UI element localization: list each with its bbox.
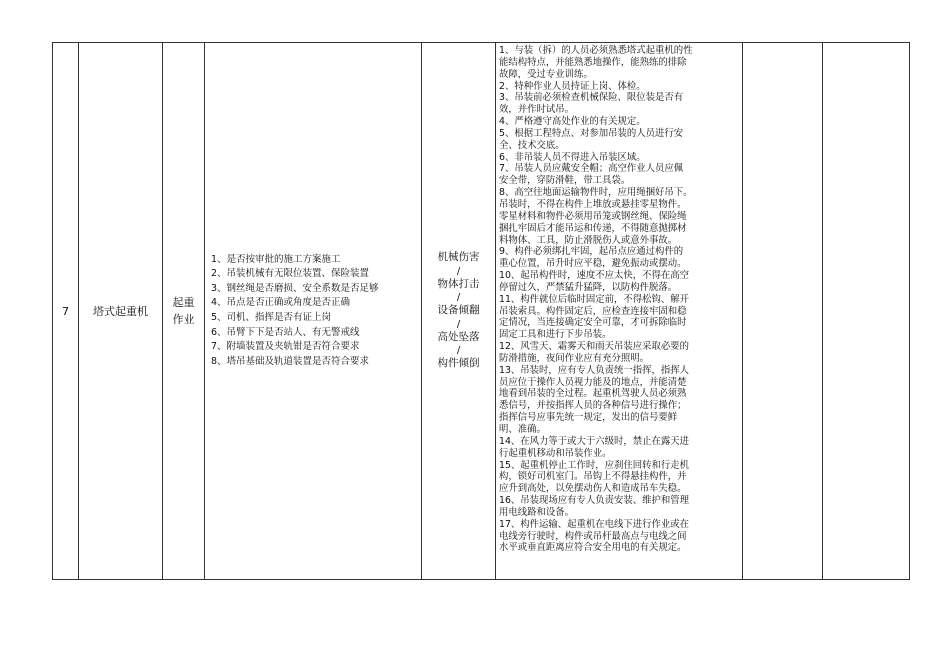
measure-line: 5、根据工程特点、对参加吊装的人员进行安: [499, 127, 684, 139]
hazard-item: 6、吊臂下下是否站人、有无警戒线: [211, 326, 360, 338]
risk-separator: /: [456, 345, 461, 357]
measure-line: 定情况，当连接确定安全可靠，才可拆除临时: [499, 317, 687, 329]
measure-line: 行起重机移动和吊装作业。: [499, 447, 612, 459]
risk-item: 构件倾倒: [437, 357, 480, 370]
work-type: [163, 43, 205, 580]
measure-line: 停留过久，严禁猛升猛降，以防构件脱落。: [499, 281, 678, 293]
risk-item: 设备倾翻: [437, 304, 480, 317]
measure-line: 明、准确。: [499, 424, 546, 435]
work-type-line-1: 起重: [172, 296, 195, 309]
measure-line: 12、风雪天、霜雾天和雨天吊装应采取必要的: [499, 341, 690, 353]
risk-separator: /: [456, 265, 461, 277]
measure-line: 地看到吊装的全过程。起重机驾驶人员必须熟: [499, 388, 687, 400]
measure-line: 指挥信号应事先统一规定，发出的信号要鲜: [499, 412, 678, 424]
hazard-item: 3、钢丝绳是否磨损、安全系数是否足够: [211, 282, 379, 294]
measure-line: 9、构件必须绑扎牢固，起吊点应通过构件的: [499, 246, 684, 258]
measure-line: 用电线路和设备。: [499, 506, 575, 518]
row-number: 7: [53, 43, 79, 580]
measure-line: 防滑措施，夜间作业应有充分照明。: [499, 352, 650, 364]
measure-line: 安全带，穿防滑鞋，带工具袋。: [499, 175, 631, 187]
measure-line: 1、与装（拆）的人员必须熟悉塔式起重机的性: [499, 45, 693, 56]
measure-line: 17、构件运输、起重机在电线下进行作业或在: [499, 518, 690, 530]
measure-line: 悉信号，并按指挥人员的各种信号进行操作；: [499, 400, 687, 412]
measure-line: 14、在风力等于或大于六级时，禁止在露天进: [499, 435, 690, 447]
measure-line: 8、高空往地面运输物件时，应用绳捆好吊下。: [499, 187, 693, 199]
risk-table-wrapper: [52, 42, 909, 580]
risk-item: 机械伤害: [437, 251, 480, 264]
risk-separator: /: [456, 318, 461, 330]
measure-line: 零星材料和物件必须用吊笼或钢丝绳、保险绳: [499, 210, 687, 222]
measure-line: 料物体、工具，防止滑脱伤人或意外事故。: [499, 234, 678, 246]
measure-line: 员应位于操作人员视力能及的地点，并能清楚: [499, 376, 687, 388]
measure-line: 故障，受过专业训练。: [499, 68, 593, 80]
measure-line: 水平或垂直距离应符合安全用电的有关规定。: [499, 542, 687, 554]
measure-line: 能结构特点，并能熟悉地操作，能熟练的排除: [499, 56, 687, 68]
risk-item: 物体打击: [437, 277, 480, 290]
measure-line: 应升到高处，以免摆动伤人和造成吊车失稳。: [499, 483, 687, 495]
hazard-item: 1、是否按审批的施工方案施工: [211, 253, 341, 265]
risk-assessment-table: [52, 42, 910, 580]
measure-line: 重心位置，吊升时应平稳，避免振动或摆动。: [499, 258, 687, 270]
empty-cell-responsible: [743, 43, 823, 580]
risk-types: [422, 43, 496, 580]
measure-line: 11、构件就位后临时固定前，不得松钩、解开: [499, 293, 690, 305]
risk-separator: /: [456, 292, 461, 304]
measure-line: 吊装时，不得在构件上堆放或悬挂零星物件。: [499, 198, 687, 210]
measure-line: 构，锁好司机室门。吊钩上不得悬挂构件，并: [499, 471, 687, 483]
measure-line: 捆扎牢固后才能吊运和传递，不得随意抛掷材: [499, 222, 687, 234]
measure-line: 13、吊装时，应有专人负责统一指挥，指挥人: [499, 364, 690, 376]
hazard-item: 8、塔吊基础及轨道装置是否符合要求: [211, 355, 370, 367]
measure-line: 吊装索具。构件固定后，应检查连接牢固和稳: [499, 305, 687, 317]
measure-line: 4、严格遵守高处作业的有关规定。: [499, 116, 646, 128]
hazard-item: 7、附墙装置及夹轨钳是否符合要求: [211, 341, 360, 353]
control-measures: [496, 43, 743, 580]
empty-cell-remarks: [823, 43, 910, 580]
measure-line: 全、技术交底。: [499, 139, 565, 151]
measure-line: 7、吊装人员应戴安全帽；高空作业人员应佩: [499, 163, 684, 175]
hazard-item: 5、司机、指挥是否有证上岗: [211, 312, 332, 323]
measure-line: 15、起重机停止工作时，应刹住回转和行走机: [499, 459, 690, 471]
equipment-name: 塔式起重机: [79, 43, 163, 580]
hazard-item: 4、吊点是否正确或角度是否正确: [211, 297, 351, 309]
measure-line: 效，并作时试吊。: [499, 104, 575, 116]
hazard-list: [205, 43, 422, 580]
work-type-line-2: 作业: [172, 313, 195, 326]
measure-line: 16、吊装现场应有专人负责安装、维护和管理: [499, 495, 690, 507]
hazard-item: 2、吊装机械有无限位装置、保险装置: [211, 268, 370, 280]
table-row: [53, 43, 910, 580]
measure-line: 3、吊装前必须检查机械保险、限位装是否有: [499, 92, 684, 104]
measure-line: 6、非吊装人员不得进入吊装区域。: [499, 151, 646, 163]
measure-line: 2、特种作业人员持证上岗、体检。: [499, 80, 646, 92]
measure-line: 固定工具和进行下步吊装。: [499, 329, 612, 341]
measure-line: 电线旁行驶时，构件或吊杆最高点与电线之间: [499, 530, 687, 542]
measure-line: 10、起吊构件时，速度不应太快，不得在高空: [499, 270, 690, 282]
risk-item: 高处坠落: [437, 330, 480, 343]
